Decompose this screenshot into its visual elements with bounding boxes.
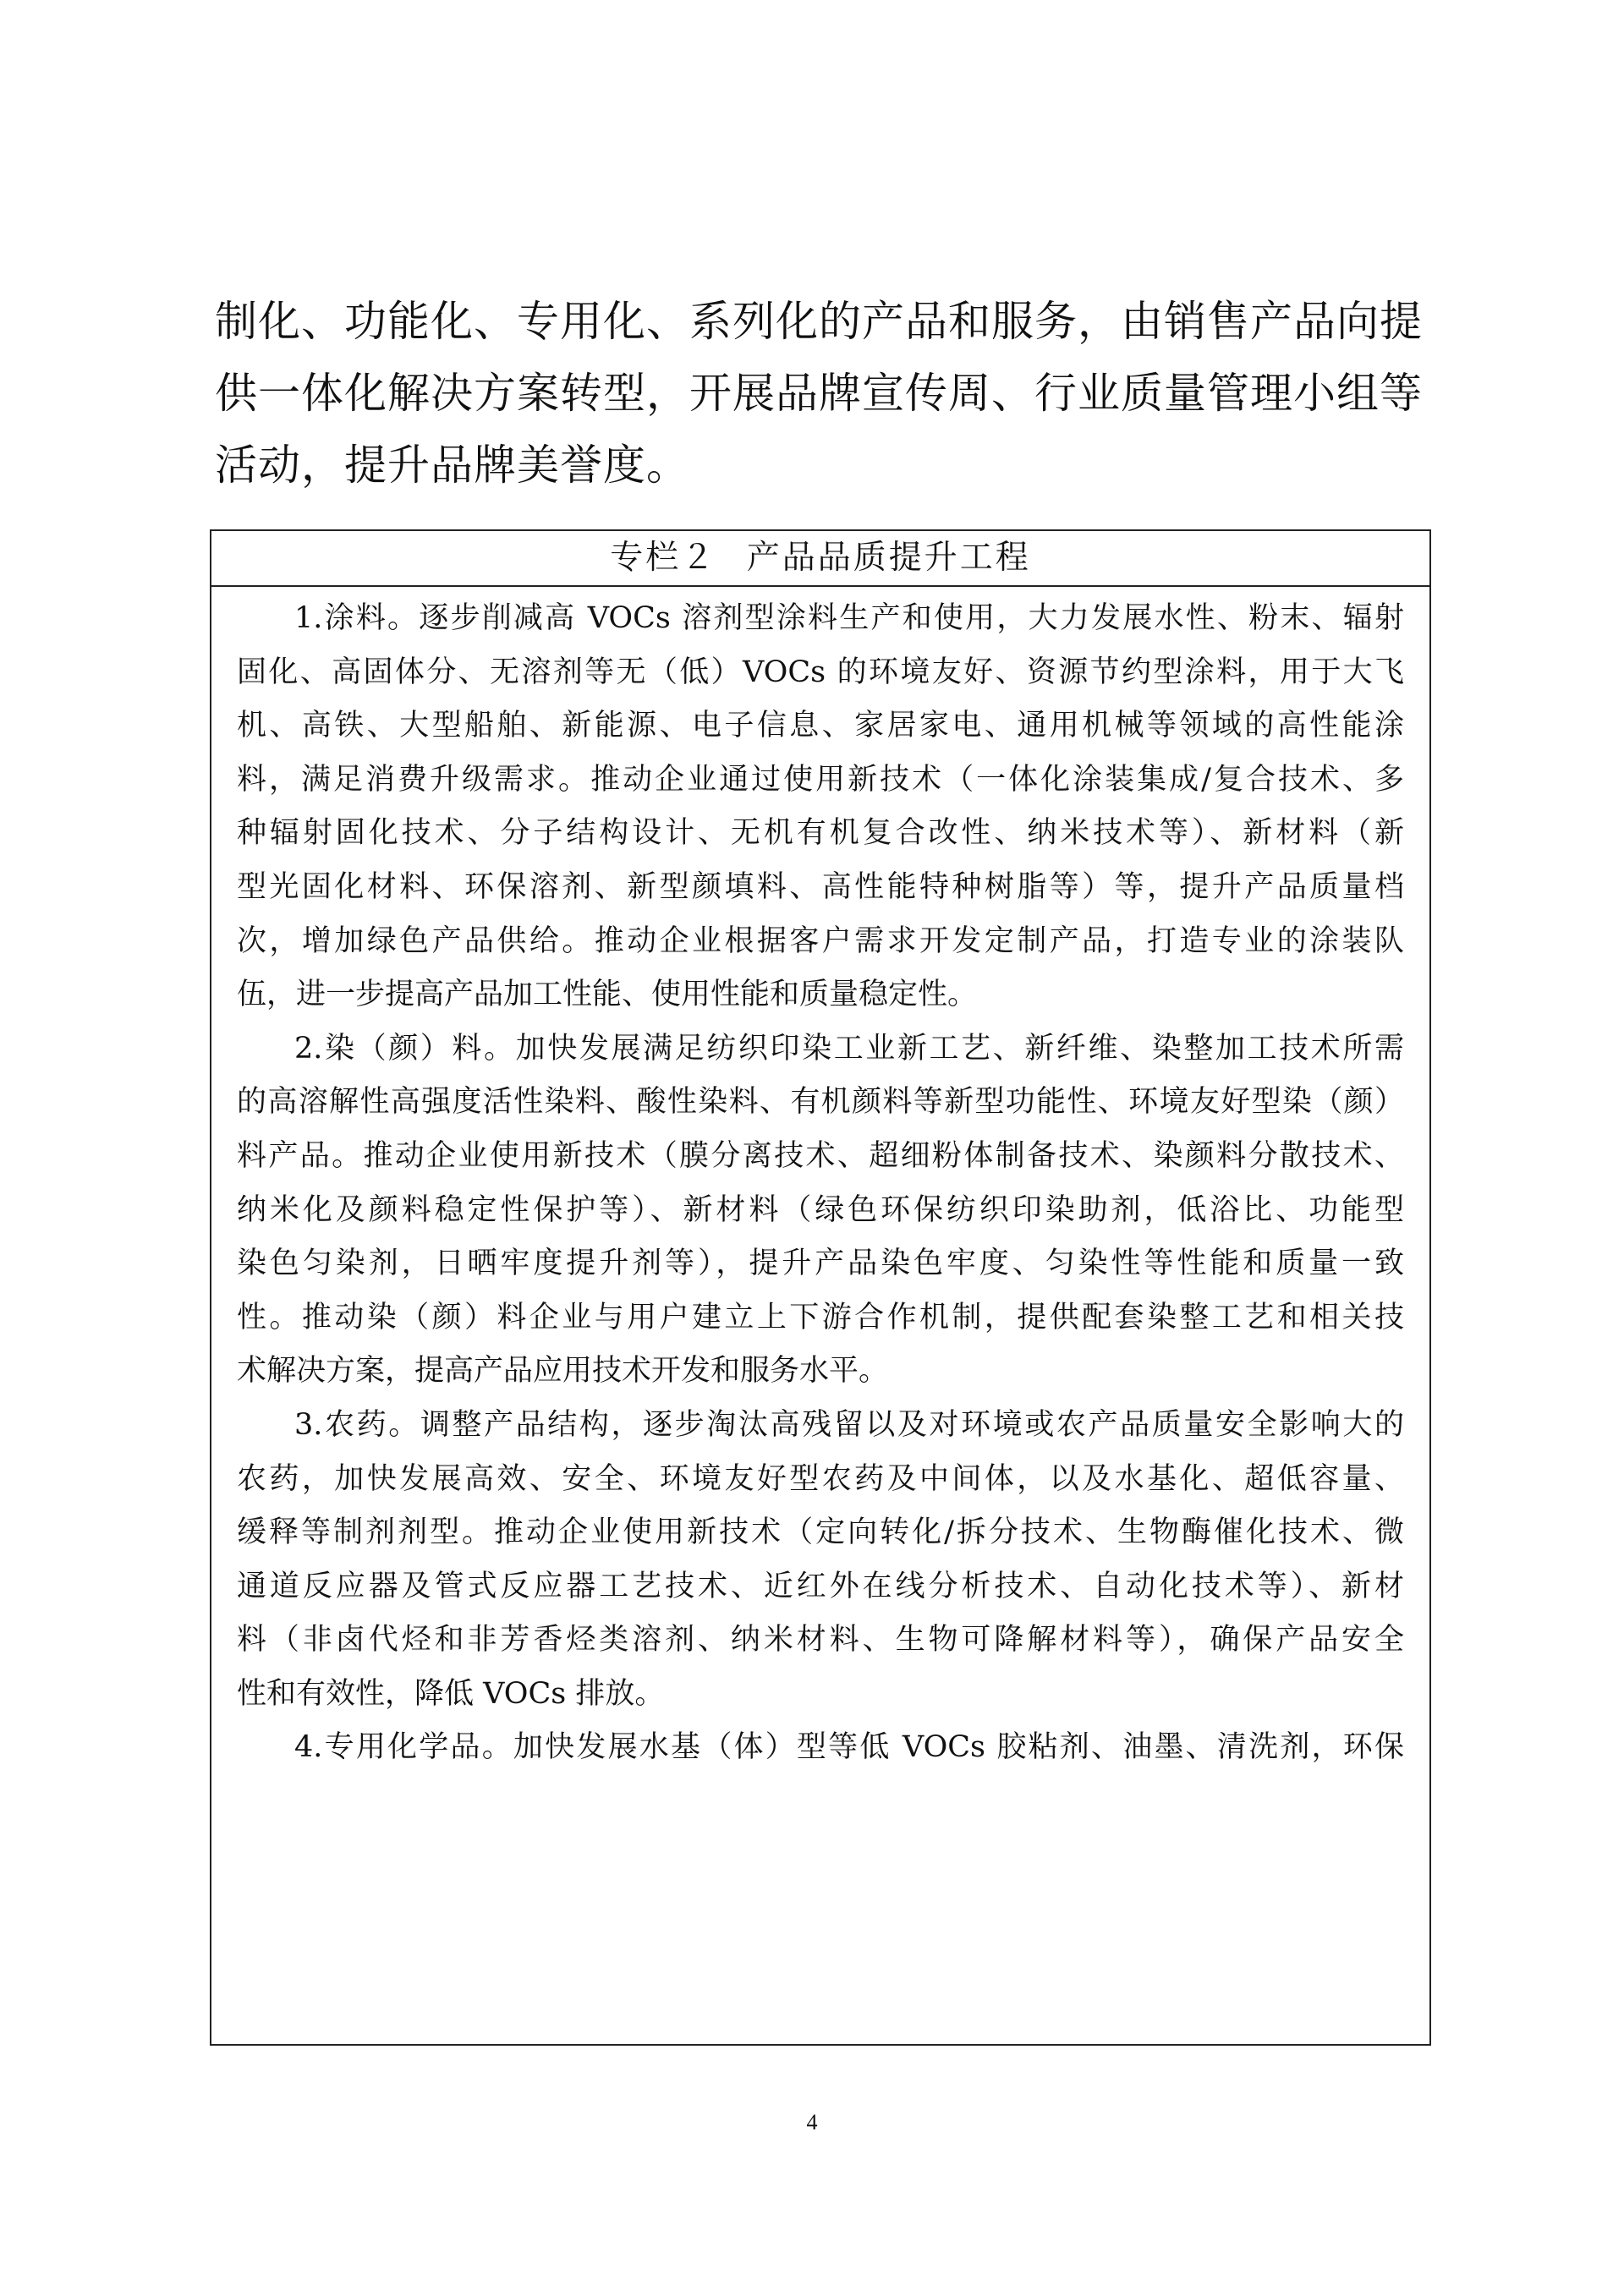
paragraph-line: 次，增加绿色产品供给。推动企业根据客户需求开发定制产品，打造专业的涂装队: [237, 923, 1404, 958]
paragraph-line: 通道反应器及管式反应器工艺技术、近红外在线分析技术、自动化技术等）、新材: [237, 1569, 1404, 1603]
paragraph-line: 3.农药。调整产品结构，逐步淘汰高残留以及对环境或农产品质量安全影响大的: [294, 1407, 1404, 1442]
column-box: [210, 529, 1431, 2046]
column-box-title: 专栏２ 产品品质提升工程: [211, 531, 1429, 587]
paragraph-line: 4.专用化学品。加快发展水基（体）型等低 VOCs 胶粘剂、油墨、清洗剂，环保: [294, 1730, 1404, 1765]
paragraph-line: 性。推动染（颜）料企业与用户建立上下游合作机制，提供配套染整工艺和相关技: [237, 1300, 1404, 1334]
pesticides-paragraph: [237, 1399, 1404, 1722]
intro-line: 活动，提升品牌美誉度。: [215, 441, 689, 490]
page-number: 4: [806, 2110, 818, 2134]
paragraph-line: 型光固化材料、环保溶剂、新型颜填料、高性能特种树脂等）等，提升产品质量档: [237, 869, 1404, 904]
intro-line: 制化、功能化、专用化、系列化的产品和服务，由销售产品向提: [215, 297, 1423, 346]
paragraph-line: 的高溶解性高强度活性染料、酸性染料、有机颜料等新型功能性、环境友好型染（颜）: [237, 1085, 1404, 1120]
paragraph-line: 2.染（颜）料。加快发展满足纺织印染工业新工艺、新纤维、染整加工技术所需: [294, 1031, 1404, 1066]
dyes-paragraph: [237, 1022, 1404, 1399]
column-box-body: [211, 587, 1429, 1775]
paragraph-line: 料，满足消费升级需求。推动企业通过使用新技术（一体化涂装集成/复合技术、多: [237, 762, 1404, 797]
paragraph-line: 1.涂料。逐步削减高 VOCs 溶剂型涂料生产和使用，大力发展水性、粉末、辐射: [294, 601, 1404, 635]
paragraph-line: 伍，进一步提高产品加工性能、使用性能和质量稳定性。: [237, 978, 978, 1012]
paragraph-line: 术解决方案，提高产品应用技术开发和服务水平。: [237, 1354, 889, 1389]
paragraph-line: 纳米化及颜料稳定性保护等）、新材料（绿色环保纺织印染助剂，低浴比、功能型: [237, 1192, 1404, 1227]
coatings-paragraph: [237, 592, 1404, 1022]
intro-paragraph: [215, 286, 1421, 501]
paragraph-line: 染色匀染剂，日晒牢度提升剂等），提升产品染色牢度、匀染性等性能和质量一致: [237, 1247, 1404, 1281]
paragraph-line: 机、高铁、大型船舶、新能源、电子信息、家居家电、通用机械等领域的高性能涂: [237, 709, 1404, 743]
paragraph-line: 缓释等制剂剂型。推动企业使用新技术（定向转化/拆分技术、生物酶催化技术、微: [237, 1515, 1404, 1550]
paragraph-line: 农药，加快发展高效、安全、环境友好型农药及中间体，以及水基化、超低容量、: [237, 1461, 1404, 1496]
paragraph-line: 固化、高固体分、无溶剂等无（低）VOCs 的环境友好、资源节约型涂料，用于大飞: [237, 655, 1404, 689]
paragraph-line: 料（非卤代烃和非芳香烃类溶剂、纳米材料、生物可降解材料等），确保产品安全: [237, 1623, 1404, 1658]
intro-line: 供一体化解决方案转型，开展品牌宣传周、行业质量管理小组等: [215, 369, 1423, 418]
paragraph-line: 性和有效性，降低 VOCs 排放。: [237, 1676, 665, 1711]
specialty-chemicals-paragraph: [237, 1721, 1404, 1775]
paragraph-line: 料产品。推动企业使用新技术（膜分离技术、超细粉体制备技术、染颜料分散技术、: [237, 1138, 1404, 1173]
paragraph-line: 种辐射固化技术、分子结构设计、无机有机复合改性、纳米技术等）、新材料（新: [237, 816, 1404, 851]
